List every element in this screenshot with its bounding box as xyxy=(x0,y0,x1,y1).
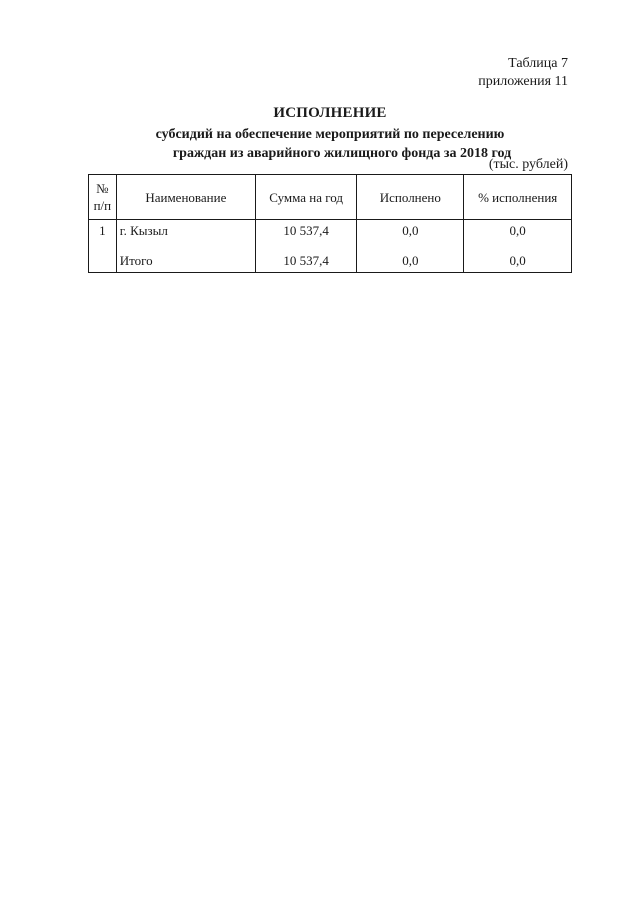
row-executed: 0,0 xyxy=(402,223,419,238)
header-execution-percent: % исполнения xyxy=(464,175,572,220)
execution-table xyxy=(88,174,572,273)
total-percent: 0,0 xyxy=(509,253,526,268)
appendix-number: приложения 11 xyxy=(478,74,568,89)
row-executed-cell xyxy=(357,220,464,273)
total-sum: 10 537,4 xyxy=(283,253,329,268)
total-executed: 0,0 xyxy=(402,253,419,268)
header-annual-sum: Сумма на год xyxy=(255,175,356,220)
row-name-cell xyxy=(116,220,255,273)
row-sum: 10 537,4 xyxy=(283,223,329,238)
total-name: Итого xyxy=(119,253,153,268)
table-reference xyxy=(478,55,568,91)
title-line-1: субсидий на обеспечение мероприятий по переселению xyxy=(155,127,505,142)
row-sum-cell xyxy=(255,220,356,273)
row-percent: 0,0 xyxy=(509,223,526,238)
row-percent-cell xyxy=(464,220,572,273)
row-name: г. Кызыл xyxy=(119,223,168,238)
units-note: (тыс. рублей) xyxy=(488,157,568,172)
header-executed: Исполнено xyxy=(357,175,464,220)
header-number: № п/п xyxy=(89,175,117,220)
table-header-row xyxy=(89,175,572,220)
table-row xyxy=(89,220,572,273)
row-number: 1 xyxy=(89,220,117,273)
document-title xyxy=(88,104,572,163)
title-main: ИСПОЛНЕНИЕ xyxy=(273,105,387,121)
header-name: Наименование xyxy=(116,175,255,220)
table-number: Таблица 7 xyxy=(508,56,568,71)
title-line-2: граждан из аварийного жилищного фонда за 2018 год xyxy=(172,146,512,161)
